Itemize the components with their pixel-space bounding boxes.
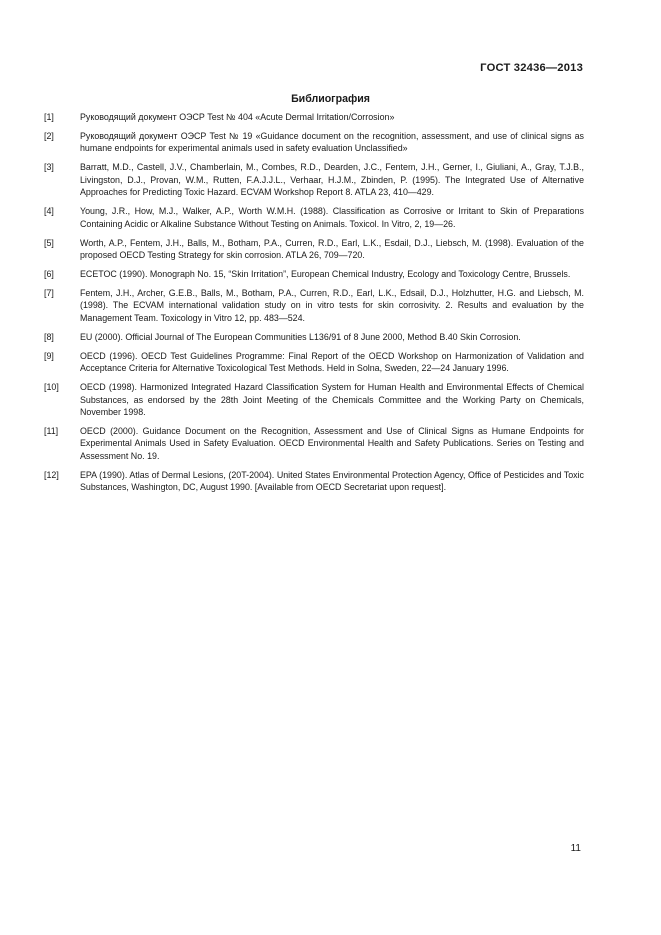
reference-item [44,381,584,418]
reference-text: OECD (1998). Harmonized Integrated Hazard Classification System for Human Health and Environmental Effects of Chemical Substances, as endorsed by the 28th Joint Meeting of the Chemicals Committee and the Working Party on Chemicals, November 1998. [80,382,584,418]
reference-number: [5] [44,237,54,248]
reference-item [44,425,584,462]
reference-text: OECD (1996). OECD Test Guidelines Programme: Final Report of the OECD Workshop on Harmonization of Validation and Acceptance Criteria for Alternative Toxicological Test Methods. Held in Solna, Sweden, 22—24 January 1996. [80,350,584,374]
page-number: 11 [570,843,581,854]
reference-item [44,287,584,324]
reference-item [44,268,584,280]
bibliography-list [44,111,584,500]
reference-item [44,469,584,494]
reference-number: [2] [44,131,54,141]
reference-text: Руководящий документ ОЭСР Test № 404 «Acute Dermal Irritation/Corrosion» [80,112,395,122]
reference-text: Worth, A.P., Fentem, J.H., Balls, M., Botham, P.A., Curren, R.D., Earl, L.K., Esdail, D.J., Liebsch, M. (1998). Evaluation of the proposed OECD Testing Strategy for skin corrosion. ATLA 26, 709—720. [80,237,584,261]
reference-text: EU (2000). Official Journal of The European Communities L136/91 of 8 June 2000, Method B.40 Skin Corrosion. [80,331,521,342]
reference-item [44,205,584,230]
reference-item [44,237,584,262]
reference-number: [1] [44,112,54,122]
reference-item [44,350,584,375]
reference-number: [4] [44,206,54,217]
reference-number: [8] [44,331,54,342]
reference-text: OECD (2000). Guidance Document on the Recognition, Assessment and Use of Clinical Signs as Humane Endpoints for Experimental Animals Used in Safety Evaluation. OECD Environmental Health and Safety Publications. Series on Testing and Assessment No. 19. [80,426,584,461]
reference-text: Руководящий документ ОЭСР Test № 19 «Guidance document on the recognition, assessment, and use of clinical signs as humane endpoints for experimental animals used in safety evaluation Unclassified» [80,131,584,154]
reference-number: [7] [44,288,54,299]
reference-number: [9] [44,350,54,361]
reference-item [44,331,584,343]
reference-text: Fentem, J.H., Archer, G.E.B., Balls, M., Botham, P.A., Curren, R.D., Earl, L.K., Edsail, D.J., Holzhutter, H.G. and Liebsch, M. (1998). The ECVAM international validation study on in vitro tests for skin corrosivity. 2. Results and evaluation by the Management Team. Toxicology in Vitro 12, pp. 483—524. [80,288,584,323]
reference-number: [10] [44,382,59,393]
standard-code-header: ГОСТ 32436—2013 [480,62,583,74]
bibliography-title: Библиография [291,93,370,105]
reference-number: [6] [44,269,54,280]
reference-text: EPA (1990). Atlas of Dermal Lesions, (20T-2004). United States Environmental Protection Agency, Office of Pesticides and Toxic Substances, Washington, DC, August 1990. [Available from OECD Secretariat upon request]. [80,469,584,493]
reference-number: [12] [44,469,59,480]
reference-item [44,111,584,123]
reference-text: ECETOC (1990). Monograph No. 15, “Skin Irritation”, European Chemical Industry, Ecology and Toxicology Centre, Brussels. [80,269,571,280]
reference-number: [11] [44,426,59,437]
reference-number: [3] [44,162,54,173]
reference-item [44,130,584,155]
reference-text: Young, J.R., How, M.J., Walker, A.P., Worth W.M.H. (1988). Classification as Corrosive or Irritant to Skin of Preparations Containing Acidic or Alkaline Substance Without Testing on Animals. Toxicol. In Vitro, 2, 19—26. [80,206,584,229]
reference-text: Barratt, M.D., Castell, J.V., Chamberlain, M., Combes, R.D., Dearden, J.C., Fentem, J.H., Gerner, I., Giuliani, A., Gray, T.J.B., Livingston, D.J., Provan, W.M., Rutten, F.A.J.J.L., Verhaar, H.J.M., Zbinden, P. (1995). The Integrated Use of Alternative Approaches for Predicting Toxic Hazard. ECVAM Workshop Report 8. ATLA 23, 410—429. [80,162,584,198]
reference-item [44,161,584,198]
